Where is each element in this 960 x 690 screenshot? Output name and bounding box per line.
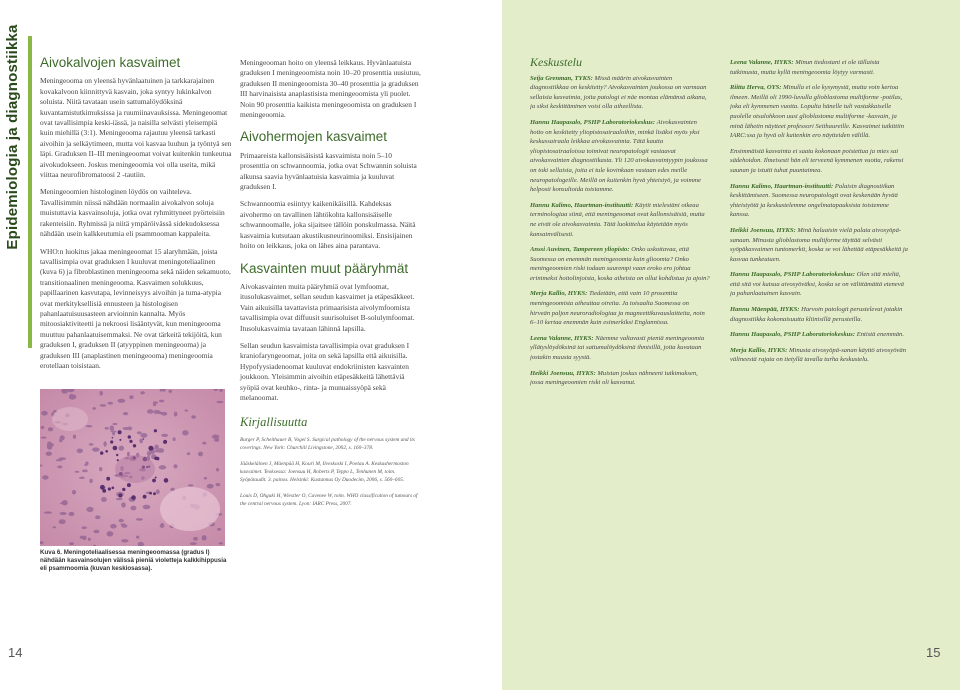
page-number-right: 15 [926,645,941,660]
speaker: Hannu Haapasalo, PSHP Laboratoriokeskus: [730,331,856,339]
paragraph: WHO:n luokitus jakaa meningeoomat 15 alaryhmään, joista tavallisimpia ovat graduksen I kuuluvat meningoteliaalinen (kuva 6) ja fibroblastinen meningeooma sekä näiden sekamuoto, transitionaalinen meningeooma. Kasvaimen solukkuus, papillaarinen kasvutapa, levinneisyys aivoihin ja tuma-atypia ovat merkityksellisiä ennusteen ja histologisen pahanlaatuisuusasteen arvioinnin kannalta. Myös mitoosiaktiviteetti ja nekroosi lisääntyvät, kun meningeooma muuttuu pahanlaatuisemmaksi. Ne ovat tärkeitä tekijöitä, kun graduksen I, graduksen II (atyyppinen meningeooma) ja graduksen III (anaplastinen meningeooma) meningeoomia erotellaan toisistaan. [40,246,231,370]
comment [730,305,910,324]
comment-text: Aivokasvainten hoito on keskitetty yliopistosairaaloihin, minkä lisäksi myös yksi keskussairaala leikkaa aivokasvaimia. Tätä kautta yliopistosairaaloissa toimivat neuropatologit vastaavat aivokasvainten diagnostiikasta. Yli 120 aivokasvaintyypin joukossa on toki sellaisia, joita ei tule kovinkaan vastaan edes meille neuropatologeille. Meillä on kuitenkin hyvä yhteistyö, ja voimme helposti konsultoida toisiamme. [530,118,708,194]
paragraph: Meningeooma on yleensä hyvänlaatuinen ja tarkkarajainen kovakalvoon kiinnittyvä kasvain, joka syntyy lukinkalvon soluista. Niitä tavataan usein sattumalöydöksinä kuvantamistutkimuksissa ja ruumiinavauksissa. Meningeoomat ovat tavallisimpia keski-iässä, ja naisilla selvästi yleisempiä kuin miehillä (3:1). Meningeooma rajautuu yleensä tarkasti aivoihin ja selkäytimeen, mutta voi kasvaa luuhun ja työntyä sen läpi. Graduksen II–III meningeoomat voivat kuitenkin tunkeutua aivokudokseen. Joskus meningeoomia voi olla useita, mikä viittaa neurofibromatoosi 2 -tautiin. [40,76,232,180]
heading-other: Kasvainten muut pääryhmät [240,260,409,276]
column-nerve-tumours [240,58,422,516]
figure-caption: Kuva 6. Meningoteliaalisessa meningeoomassa (gradus I) nähdään kasvainsolujen välissä pieniä violetteja kalkkihippusia eli psammoomia (kuvan keskiosassa). [40,549,227,573]
comment-text: Palaisin diagnostiikan keskittämiseen. Suomessa neuropatologit ovat keskenään hyvää yhteistyötä ja keskustelemme ongelmatapauksista toistemme kanssa. [730,182,898,219]
speaker: Heikki Joensuu, HYKS: [530,369,596,377]
discussion-column-b [730,58,910,628]
speaker: Hannu Mäenpää, HYKS: [730,306,800,314]
comment-text: Käytit mielestäni oikeaa terminologiaa siinä, että meningeoomat ovat kallonsisäisiä, mutta ne eivät ole aivokasvaimia. Tätä luokittelua käytetään myös kansainvälisesti. [530,201,705,238]
speaker: Heikki Joensuu, HYKS: [730,226,796,234]
comment [730,270,910,299]
comment-text: Minun tiedostani ei ole tällaista tutkimusta, mutta kyllä meningeoomia löytyy varmasti. [730,59,880,76]
comment [530,245,710,283]
side-tab [0,0,26,690]
comment [530,118,710,195]
paragraph: Aivokasvainten muita pääryhmiä ovat lymfoomat, itusolukasvaimet, sellan seudun kasvaimet ja etäpesäkkeet. Vain aikuisilla tavattavista primaarisista aivolymfoomista tavallisimpia ovat diffuusit suurisoluiset B-solulymfoomat. Itusolukasvaimia tavataan lähinnä lapsilla. [240,281,415,333]
references [240,436,422,509]
paragraph: Schwannoomia esiintyy kaikenikäisillä. Kahdeksas aivohermo on tavallinen lähtökohta kallonsisäiselle schwannoomalle, joka sijaitsee tällöin ponskulmassa. Näitä kasvaimia kutsutaan akustikusneurinoomiksi. Ensisijainen hoito on leikkaus, joka on lähes aina parantava. [240,199,416,251]
comment [730,182,910,220]
comment [730,330,910,340]
comment-text: Entistä enemmän. [856,331,904,339]
speaker: Riitta Herva, OYS: [730,84,782,92]
paragraph: Primaareista kallonsisäisistä kasvaimista noin 5–10 prosenttia on schwannoomia, jotka ovat Schwannin soluista alkunsa saavia hyvänlaatuisia kasvaimia ja kuuluvat graduksen I. [240,150,417,192]
reference: Louis D, Ohgaki H, Wiestler O, Cavenee W, toim. WHO classification of tumours of the central nervous system. Lyon: IARC Press, 2007. [240,492,418,508]
discussion-column-a [530,58,710,628]
speaker: Merja Kallio, HYKS: [530,290,588,298]
heading-nerve: Aivohermojen kasvaimet [240,129,388,145]
comment [730,346,910,365]
speaker: Merja Kallio, HYKS: [730,346,788,354]
comment-text: Näemme valtavasti pieniä meningeoomia yllätyslöydöksinä tai sattumalöydöksinä ihmisillä, joita kuvataan jostakin muusta syystä. [530,334,705,362]
comment [730,58,910,77]
comment [530,201,710,239]
reference: Jääskeläinen J, Mäenpää H, Kouri M, Ilveskoski I, Poetau A. Keskushermoston kasvaimet. Teoksessa: Joensuu H, Roberts P, Teppo L, Tenhunen M, toim. Syöpätaudit. 3. painos. Helsinki: Kustannus Oy Duodecim, 2006, s. 560–605. [240,460,409,484]
paragraph: Meningeoomien histologinen löydös on vaihteleva. Tavallisimmin niissä nähdään normaalin aivokalvon soluja muistuttavia kasvainsoluja, jotka ovat ryhmittyneet pyörteisiin rakenteisiin. Ryhmissä ja niitä ympäröivässä sidekudoksessa nähdään usein kalkkeutumia eli psammooman kappaleita. [40,187,225,239]
speaker: Leena Valanne, HYKS: [730,59,794,66]
speaker: Anssi Auvinen, Tampereen yliopisto: [530,246,630,254]
comment-text: Minä haluaisin vielä palata aivosyöpä-sanaan. Minusta glioblastoma multiforme täyttää selvästi syöpäkasvaimen tuntomerkit, koska se voi lähettää etäpesäkkeitä ja kasvaa tunkeutuen. [730,226,908,263]
reference: Burger P, Scheithauer B, Vogel S. Surgical pathology of the nervous system and its coverings. New York: Churchill Livingstone, 2002, s. 160–378. [240,436,415,452]
comment-text: Harvoin patologit perustelevat jotakin diagnostiikka kokonaisuutta kliinisillä perusteilla. [730,306,903,323]
speaker: Hannu Haapasalo, PSHP Laboratoriokeskus: [530,118,656,126]
accent-bar [28,36,32,348]
comment-text: Minusta aivosyöpä-sanan käyttö aivosyövän välineestä rajata on tietyllä tavalla turha keskustelu. [730,346,907,364]
column-meningeoma [40,55,232,378]
comment [530,74,710,112]
comment [530,369,710,388]
histology-image [40,389,225,546]
comment [730,83,910,141]
histology-svg [40,389,225,546]
speaker: Leena Valanne, HYKS: [530,334,594,342]
speaker: Hannu Kalimo, Haartman-instituutti: [730,182,834,190]
speaker: Seija Grenman, TYKS: [530,74,593,82]
comment-text: Missä määrin aivokasvainten diagnostiikkaa on keskitetty? Aivokasvainten joukossa on varmaan sellaisia kasvaimia, joita patologi ei näe montaa elämänsä aikana, ja siksi keskittäminen voisi olla aiheellista. [530,74,707,111]
speaker: Hannu Kalimo, Haartman-instituutti: [530,201,634,209]
paragraph: Meningeooman hoito on yleensä leikkaus. Hyvänlaatuista graduksen I meningeoomista noin 10–20 prosenttia uusiutuu, graduksen II meningeoomista 30–40 prosenttia ja graduksen III harvinaisista anaplastisista meningeoomista yli puolet. Noin 90 prosenttia kaikista meningeoomista on graduksen I meningeoomia. [240,58,421,120]
heading-meningeoma: Aivokalvojen kasvaimet [40,55,181,70]
comment [530,289,710,327]
comment [730,226,910,264]
comment [530,334,710,363]
speaker: Hannu Haapasalo, PSHP Laboratoriokeskus: [730,271,856,279]
comment-text: Onko uskottavaa, että Suomessa on enemmän meningeoomia kuin glioomia? Onko meningeoomien riski todaan suurempi vaan eroko ero johtua erinimeksi hoitolinjoista, koska aiheista on ollut kohdistua ja ajoin? [530,246,710,282]
paragraph: Sellan seudun kasvaimista tavallisimpia ovat graduksen I kraniofaryngeoomat, joita on sekä lapsilla että aikuisilla. Hypofyysiadenoomat kuuluvat endokriinisten kasvainten joukkoon. Yleisimmin aivoihin etäpesäkkeitä lähettäviä syöpiä ovat keuhko-, rinta- ja munuaissyöpä sekä melanoomat. [240,340,410,402]
page-number-left: 14 [8,645,23,660]
comment-text: Minulla ei ole kysymystä, mutta voin kertoa ilmeen. Meillä oli 1990-luvulla glioblastoma multiforme -potilas, joka eli kymmenen vuotta. Lopulta hänelle tuli vastakkaiselle puolelle otsalohkoon uusi glioblastoma multiforme -kasvain, ja minä lähetin näytteet professori Seithaureille. Kasvaimet tutkittiin IARC:ssa ja hyvä oli kuitenkin ero näytteiden välillä. [730,84,905,140]
section-label: Epidemiologia ja diagnostiikka [4,24,21,250]
comment-text: Olen sitä mieltä, että sitä voi kutsua aivosyöväksi, koska se on välittämättä etenevä ja pahanlaatuinen kasvain. [730,271,904,298]
comment [730,147,910,176]
heading-discussion: Keskustelu [530,58,582,69]
comment-text: Muistan joskus nähneeni tutkimuksen, jossa meningeoomien riski oli kasvanut. [530,369,698,387]
comment-text: Tiedetään, että vain 10 prosenttia meningeoomista aiheuttaa oireita. Ja toisaalta Suomessa on hirveän paljon neuroradiologiaa ja magneettikuvauslaitteita, noin 6–10 kertaa enemmän kuin esimerkiksi Englannissa. [530,290,705,327]
comment-text: Ensimmäistä kasvainta ei saatu kokonaan poistettua ja mies sai sädehoidon. Ilmeisesti hän eli terveenä kymmenen vuotta, rakensi saunan ja istutti tuhat puuntaimea. [730,147,904,174]
discussion-panel [502,0,960,690]
heading-references: Kirjallisuutta [240,415,308,430]
